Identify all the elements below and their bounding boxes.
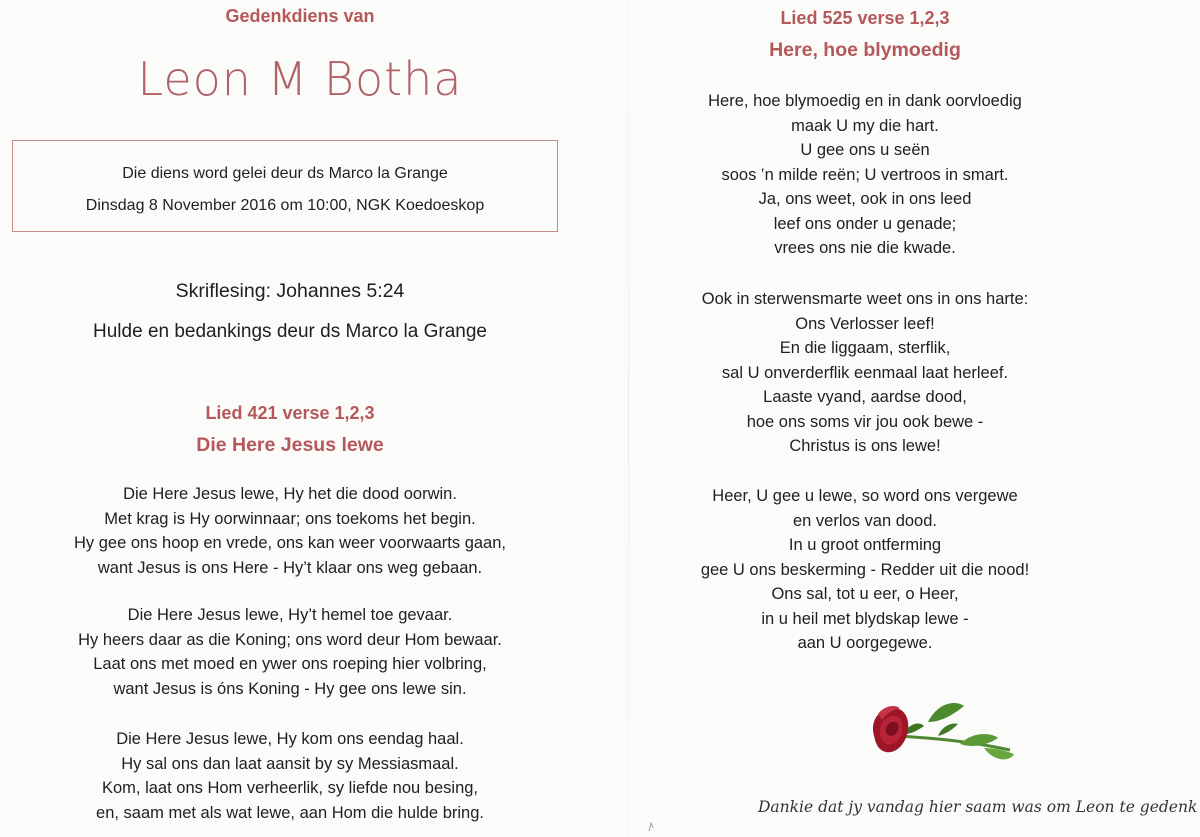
- verse-line: sal U onverderflik eenmaal laat herleef.: [721, 363, 1009, 382]
- verse-line: Ons sal, tot u eer, o Heer,: [771, 585, 959, 603]
- hymn-525-title: Here, hoe blymoedig: [769, 39, 961, 61]
- verse-line: vrees ons nie die kwade.: [774, 239, 956, 257]
- hymn-421-title: Die Here Jesus lewe: [196, 434, 384, 456]
- hymn-525-verse-1: [600, 89, 1130, 261]
- hymn-525-verse-3: [600, 484, 1130, 656]
- tribute-line: Hulde en bedankings deur ds Marco la Grange: [93, 321, 487, 342]
- verse-line: in u heil met blydskap lewe -: [761, 609, 969, 628]
- verse-line: hoe ons soms vir jou ook bewe -: [746, 412, 984, 431]
- verse-line: Kom, laat ons Hom verheerlik, sy liefde nou besing,: [101, 779, 479, 797]
- verse-line: maak U my die hart.: [791, 116, 939, 135]
- scripture-reading: Skriflesing: Johannes 5:24: [175, 280, 405, 302]
- verse-line: Ons Verlosser leef!: [795, 314, 935, 333]
- hymn-421-verse-2: [0, 603, 580, 701]
- red-rose-icon: [868, 692, 1018, 772]
- verse-line: En die liggaam, sterflik,: [779, 339, 951, 357]
- verse-line: In u groot ontferming: [788, 536, 942, 554]
- verse-line: Heer, U gee u lewe, so word ons vergewe: [712, 487, 1018, 505]
- verse-line: Die Here Jesus lewe, Hy het die dood oorwin.: [123, 485, 457, 503]
- scan-speck: [648, 822, 654, 832]
- hymn-525-verse-2: [600, 287, 1130, 459]
- closing-message: Dankie dat jy vandag hier saam was om Leon te gedenk: [758, 798, 1198, 816]
- hymn-421-verse-3: [0, 727, 580, 825]
- verse-line: Ja, ons weet, ook in ons leed: [758, 190, 972, 208]
- verse-line: Die Here Jesus lewe, Hy kom ons eendag haal.: [116, 730, 464, 748]
- verse-line: Hy sal ons dan laat aansit by sy Messiasmaal.: [121, 754, 459, 773]
- verse-line: en, saam met als wat lewe, aan Hom die hulde bring.: [96, 803, 484, 822]
- verse-line: U gee ons u seën: [800, 141, 930, 159]
- hymn-525-number: Lied 525 verse 1,2,3: [780, 8, 950, 28]
- verse-line: leef ons onder u genade;: [773, 214, 957, 233]
- verse-line: want Jesus is óns Koning - Hy gee ons lewe sin.: [113, 679, 467, 698]
- verse-line: aan U oorgegewe.: [797, 634, 933, 652]
- memorial-header: Gedenkdiens van: [225, 6, 375, 26]
- deceased-name: Leon M Botha: [137, 52, 463, 106]
- verse-line: en verlos van dood.: [792, 511, 937, 530]
- right-page: [600, 0, 1200, 837]
- verse-line: Hy gee ons hoop en vrede, ons kan weer voorwaarts gaan,: [73, 534, 506, 552]
- verse-line: Laaste vyand, aardse dood,: [763, 388, 967, 406]
- rose-leaf: [928, 703, 964, 722]
- service-date-location: Dinsdag 8 November 2016 om 10:00, NGK Koedoeskop: [85, 197, 485, 214]
- verse-line: gee U ons beskerming - Redder uit die nood!: [700, 560, 1030, 579]
- rose-leaf: [960, 734, 998, 746]
- service-details-box: [12, 140, 558, 232]
- verse-line: Christus is ons lewe!: [789, 437, 941, 455]
- hymn-421-number: Lied 421 verse 1,2,3: [205, 403, 375, 423]
- verse-line: Hy heers daar as die Koning; ons word deur Hom bewaar.: [78, 630, 502, 649]
- verse-line: Met krag is Hy oorwinnaar; ons toekoms het begin.: [104, 509, 476, 528]
- verse-line: want Jesus is ons Here - Hy’t klaar ons weg gebaan.: [97, 558, 483, 577]
- hymn-421-verse-1: [0, 482, 580, 580]
- verse-line: Here, hoe blymoedig en in dank oorvloedig: [708, 92, 1022, 110]
- verse-line: Laat ons met moed en ywer ons roeping hier volbring,: [93, 655, 487, 673]
- service-leader: Die diens word gelei deur ds Marco la Grange: [122, 165, 448, 182]
- verse-line: Ook in sterwensmarte weet ons in ons harte:: [701, 290, 1029, 308]
- verse-line: Die Here Jesus lewe, Hy’t hemel toe gevaar.: [127, 606, 453, 624]
- rose-leaf: [938, 724, 958, 737]
- verse-line: soos ‛n milde reën; U vertroos in smart.: [721, 165, 1009, 184]
